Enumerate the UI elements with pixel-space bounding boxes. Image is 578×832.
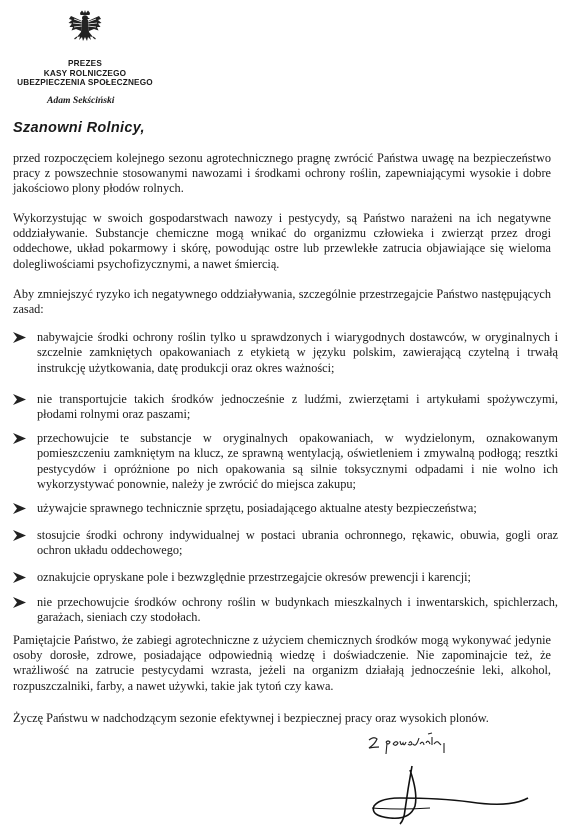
paragraph-intro: przed rozpoczęciem kolejnego sezonu agrotechnicznego pragnę zwrócić Państwa uwagę na bezpieczeństwo pracy z powszechnie stosowanymi nawozami i środkami ochrony roślin, zapewniającymi wysokie i dobre jakościowo plony płodów rolnych.	[13, 151, 551, 196]
polish-eagle-icon	[68, 10, 102, 48]
author-name: Adam Sekściński	[47, 95, 115, 106]
arrow-bullet-icon	[13, 503, 26, 514]
arrow-bullet-icon	[13, 597, 26, 608]
paragraph-hazards: Wykorzystując w swoich gospodarstwach nawozy i pestycydy, są Państwo narażeni na ich negatywne oddziaływanie. Substancje chemiczne mogą wnikać do organizmu człowieka i zwierząt przez drogi oddechowe, układ pokarmowy i skórę, powodując ostre lub przewlekłe zatrucia objawiające się wieloma dolegliwościami psychofizycznymi, a nawet śmiercią.	[13, 211, 551, 271]
list-item: nie przechowujcie środków ochrony roślin w budynkach mieszkalnych i inwentarskich, spichlerzach, garażach, sieniach czy stodołach.	[13, 595, 558, 626]
letterhead	[0, 10, 170, 88]
list-item: stosujcie środki ochrony indywidualnej w postaci ubrania ochronnego, rękawic, obuwia, gogli oraz ochron układu oddechowego;	[13, 528, 558, 559]
list-item: oznakujcie opryskane pole i bezwzględnie przestrzegajcie okresów prewencji i karencji;	[13, 570, 558, 585]
paragraph-warning: Pamiętajcie Państwo, że zabiegi agrotechniczne z użyciem chemicznych środków mogą wykonywać jedynie osoby dorosłe, zdrowe, posiadające odpowiednią wiedzę i doświadczenie. Nie zapominajcie też, że wrażliwość na zatrucie pestycydami wzrasta, jeżeli na organizm działają jednocześnie leki, alkohol, rozpuszczalniki, farby, a nawet używki, takie jak tytoń czy kawa.	[13, 633, 551, 693]
list-item: nabywajcie środki ochrony roślin tylko u sprawdzonych i wiarygodnych dostawców, w oryginalnych i szczelnie zamkniętych opakowaniach z etykietą w języku polskim, zawierającą czytelną i trwałą instrukcję użytkowania, datę produkcji oraz okres ważności;	[13, 330, 558, 376]
arrow-bullet-icon	[13, 572, 26, 583]
paragraph-rules-intro: Aby zmniejszyć ryzyko ich negatywnego oddziaływania, szczególnie przestrzegajcie Państwo następujących zasad:	[13, 287, 551, 317]
handwritten-signature	[360, 758, 540, 828]
list-item: używajcie sprawnego technicznie sprzętu, posiadającego aktualne atesty bezpieczeństwa;	[13, 501, 558, 516]
arrow-bullet-icon	[13, 332, 26, 343]
list-item: przechowujcie te substancje w oryginalnych opakowaniach, w wydzielonym, oznakowanym pomieszczeniu zamkniętym na klucz, ze sprawną wentylacją, oświetleniem i zmywalną podłogą; resztki pestycydów i opróżnione po nich opakowania są silnie toksycznymi odpadami i nie wolno ich wykorzystywać ponownie, należy je zwrócić do miejsca zakupu;	[13, 431, 558, 493]
institution-name-line1: KASY ROLNICZEGO	[43, 68, 127, 78]
handwritten-closing	[366, 728, 466, 758]
letter-greeting: Szanowni Rolnicy,	[13, 120, 145, 136]
paragraph-wishes: Życzę Państwu w nadchodzącym sezonie efektywnej i bezpiecznej pracy oraz wysokich plonów.	[13, 711, 489, 725]
arrow-bullet-icon	[13, 394, 26, 405]
institution-name-line2: UBEZPIECZENIA SPOŁECZNEGO	[17, 78, 153, 87]
president-title: PREZES	[68, 59, 102, 68]
list-item: nie transportujcie takich środków jednocześnie z ludźmi, zwierzętami i artykułami spożywczymi, płodami rolnymi oraz paszami;	[13, 392, 558, 423]
arrow-bullet-icon	[13, 530, 26, 541]
arrow-bullet-icon	[13, 433, 26, 444]
